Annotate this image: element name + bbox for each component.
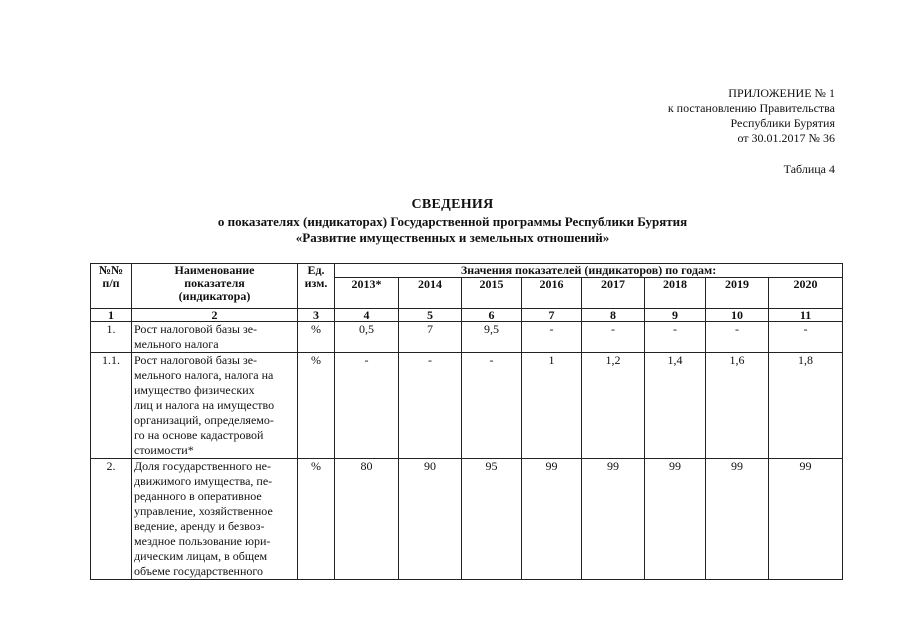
value-cell: 99	[522, 459, 582, 580]
column-number: 11	[769, 309, 843, 322]
document-title	[0, 196, 905, 246]
column-number: 5	[399, 309, 462, 322]
appendix-title: ПРИЛОЖЕНИЕ № 1	[728, 86, 835, 100]
indicator-name: Доля государственного не- движимого имущества, пе- реданного в оперативное управление, хозяйственное ведение, аренду и безвоз- мездное пользование юри- дическим лицам, в общем объеме государственного	[132, 459, 298, 580]
value-cell: 95	[462, 459, 522, 580]
column-number: 6	[462, 309, 522, 322]
header-name: Наименование показателя (индикатора)	[132, 264, 298, 309]
value-cell: -	[462, 353, 522, 459]
value-cell: 80	[335, 459, 399, 580]
table-row	[91, 459, 843, 580]
header-year: 2018	[645, 278, 706, 309]
column-number: 8	[582, 309, 645, 322]
value-cell: -	[522, 322, 582, 353]
header-unit: Ед. изм.	[298, 264, 335, 309]
header-values-group: Значения показателей (индикаторов) по годам:	[335, 264, 843, 278]
header-year: 2013*	[335, 278, 399, 309]
value-cell: 90	[399, 459, 462, 580]
title-heading: СВЕДЕНИЯ	[411, 197, 494, 212]
column-number: 3	[298, 309, 335, 322]
appendix-block	[668, 86, 835, 146]
header-year: 2019	[706, 278, 769, 309]
value-cell: 1,4	[645, 353, 706, 459]
value-cell: -	[399, 353, 462, 459]
unit-cell: %	[298, 459, 335, 580]
value-cell: -	[769, 322, 843, 353]
header-year: 2014	[399, 278, 462, 309]
value-cell: -	[582, 322, 645, 353]
column-number: 10	[706, 309, 769, 322]
table-row	[91, 353, 843, 459]
row-number: 2.	[91, 459, 132, 580]
header-year: 2020	[769, 278, 843, 309]
value-cell: 1	[522, 353, 582, 459]
table-label: Таблица 4	[783, 162, 835, 176]
column-number: 7	[522, 309, 582, 322]
row-number: 1.1.	[91, 353, 132, 459]
header-year: 2017	[582, 278, 645, 309]
indicators-table	[90, 263, 843, 580]
column-number: 9	[645, 309, 706, 322]
appendix-republic: Республики Бурятия	[730, 116, 835, 130]
header-num: №№ п/п	[91, 264, 132, 309]
column-number: 2	[132, 309, 298, 322]
unit-cell: %	[298, 322, 335, 353]
column-number: 4	[335, 309, 399, 322]
table-row	[91, 322, 843, 353]
appendix-date: от 30.01.2017 № 36	[737, 131, 835, 145]
appendix-ref: к постановлению Правительства	[667, 101, 835, 115]
row-number: 1.	[91, 322, 132, 353]
value-cell: 0,5	[335, 322, 399, 353]
indicator-name: Рост налоговой базы зе- мельного налога, налога на имущество физических лиц и налога на имущество организаций, определяемо- го на основе кадастровой стоимости*	[132, 353, 298, 459]
value-cell: 99	[706, 459, 769, 580]
header-row-1	[91, 264, 843, 278]
value-cell: 1,2	[582, 353, 645, 459]
value-cell: -	[645, 322, 706, 353]
column-number-row	[91, 309, 843, 322]
column-number: 1	[91, 309, 132, 322]
header-year: 2016	[522, 278, 582, 309]
value-cell: 1,8	[769, 353, 843, 459]
value-cell: 99	[582, 459, 645, 580]
unit-cell: %	[298, 353, 335, 459]
value-cell: 99	[769, 459, 843, 580]
title-subtitle-2: «Развитие имущественных и земельных отношений»	[295, 230, 610, 245]
value-cell: 9,5	[462, 322, 522, 353]
value-cell: -	[335, 353, 399, 459]
value-cell: 99	[645, 459, 706, 580]
value-cell: 7	[399, 322, 462, 353]
indicator-name: Рост налоговой базы зе- мельного налога	[132, 322, 298, 353]
header-year: 2015	[462, 278, 522, 309]
value-cell: -	[706, 322, 769, 353]
title-subtitle-1: о показателях (индикаторах) Государственной программы Республики Бурятия	[217, 214, 688, 229]
value-cell: 1,6	[706, 353, 769, 459]
